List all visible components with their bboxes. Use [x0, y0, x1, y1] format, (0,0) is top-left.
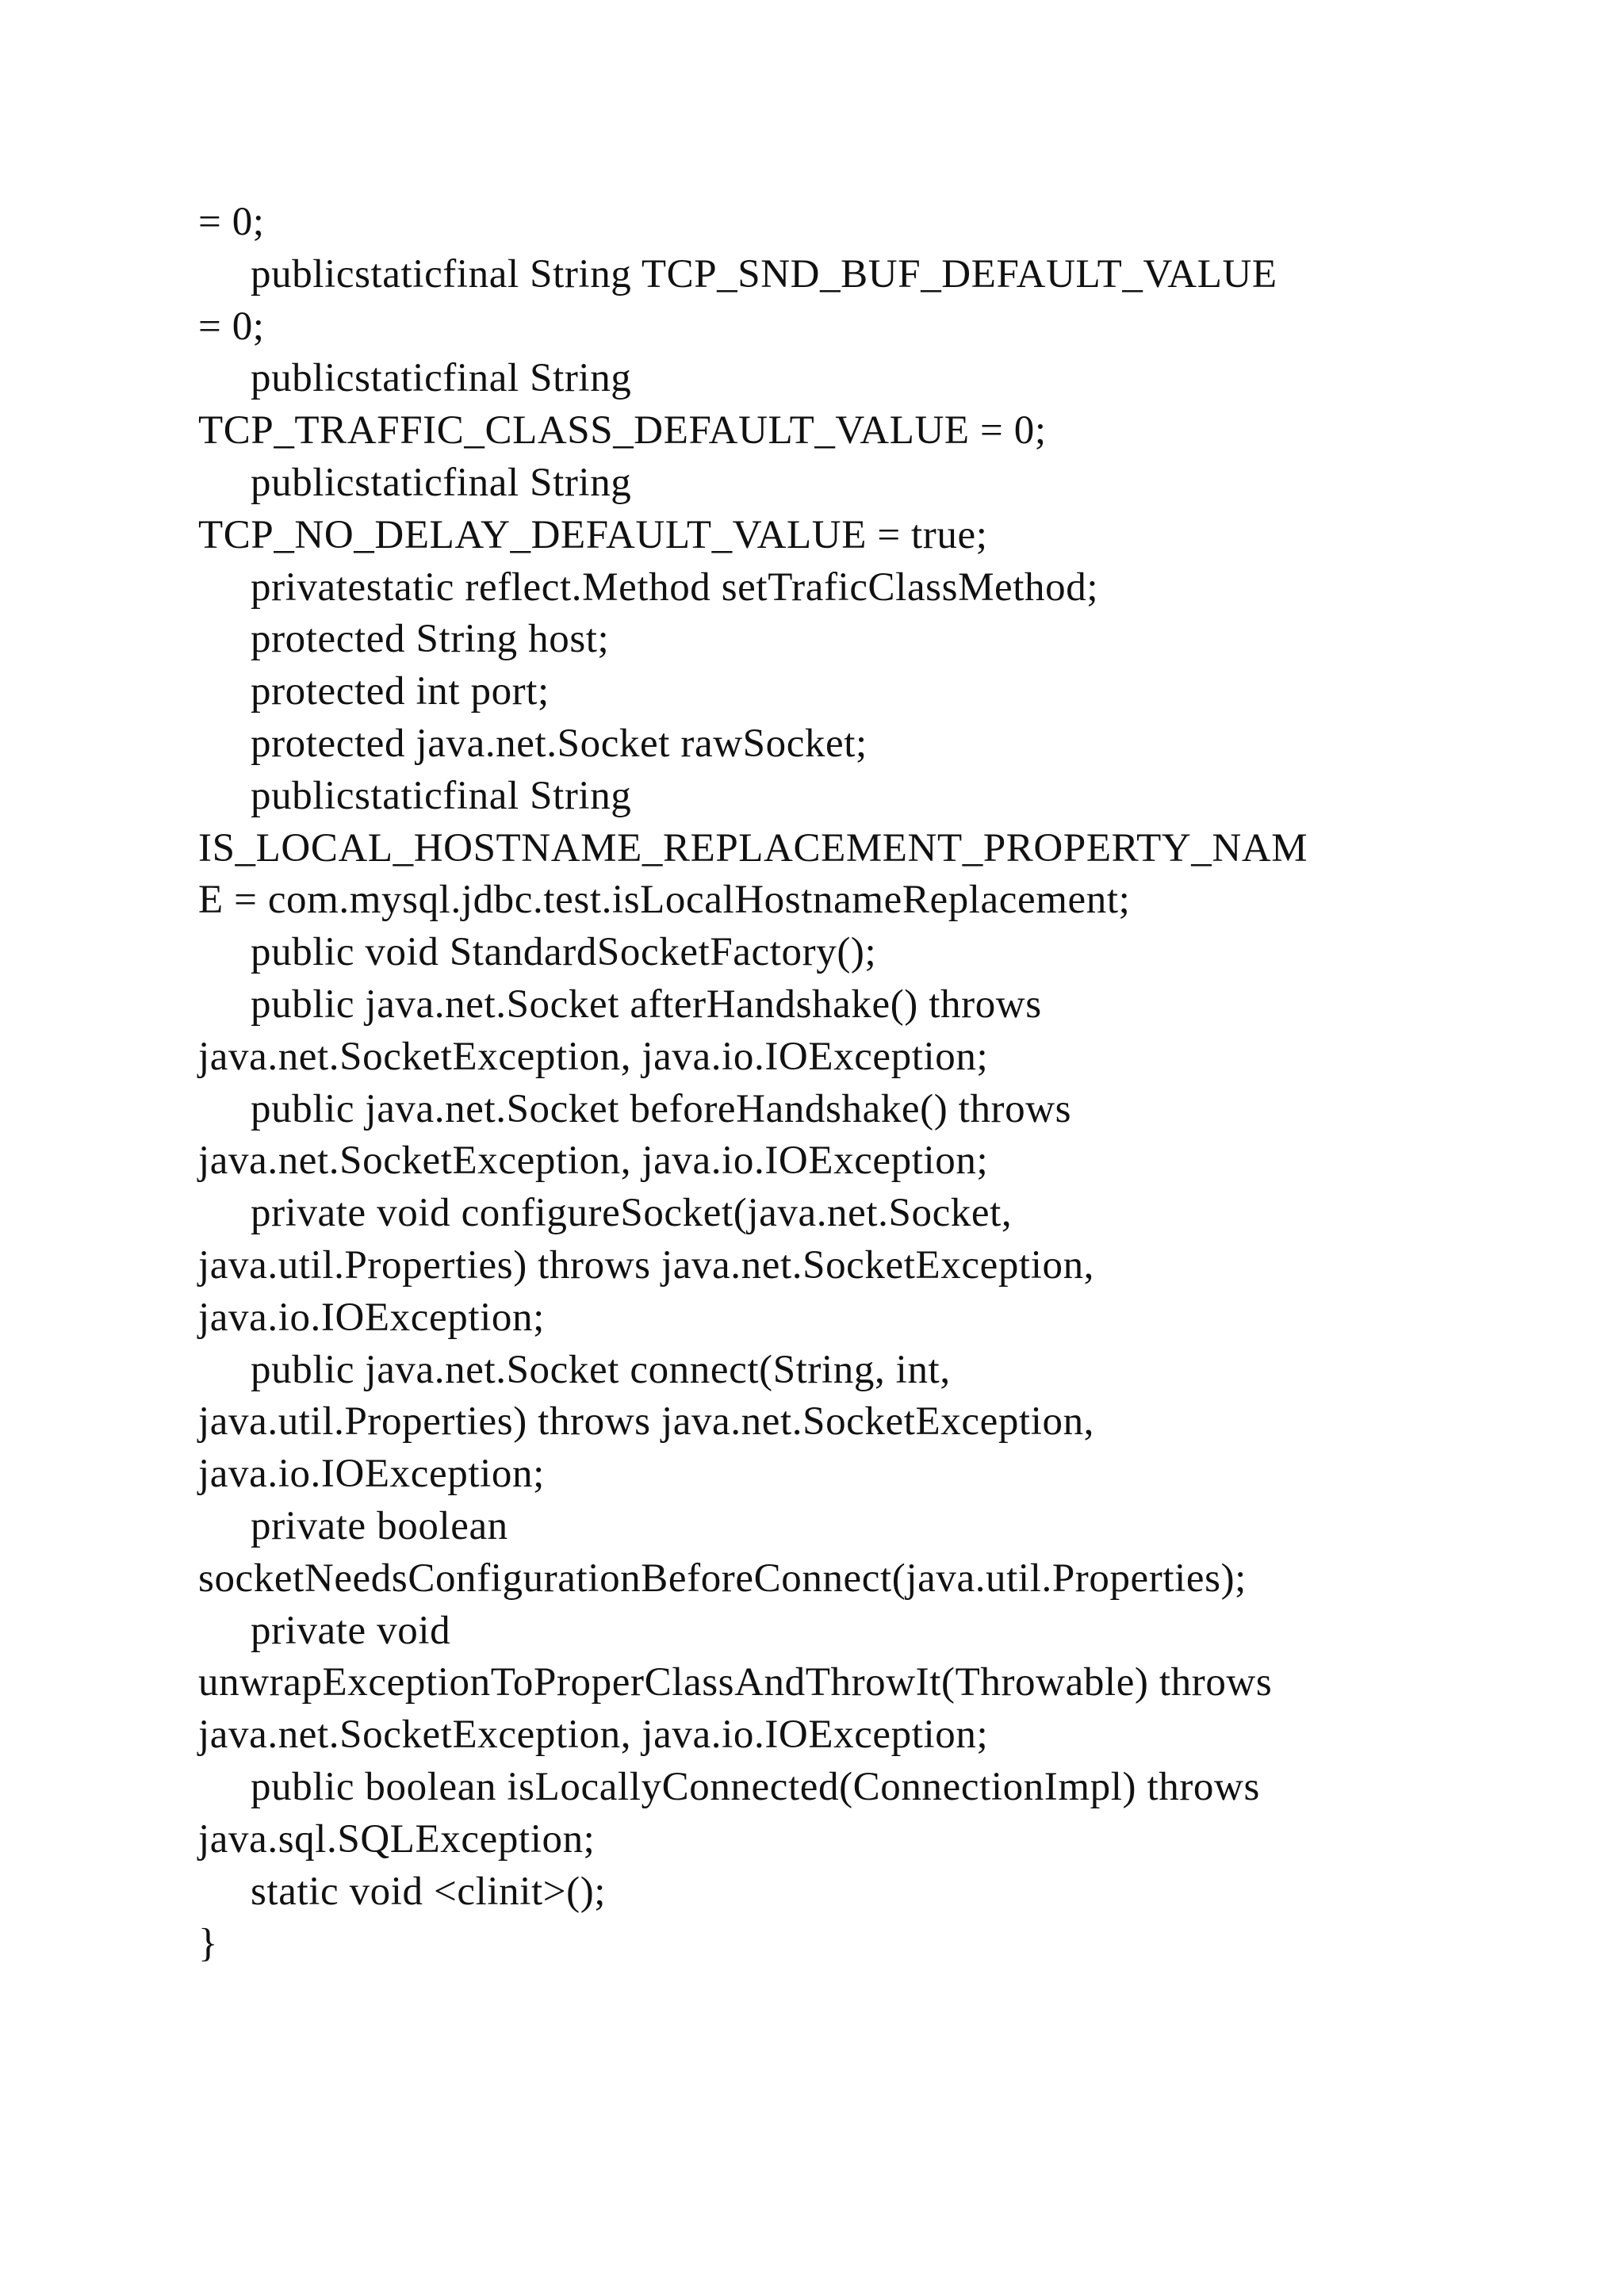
code-line: java.net.SocketException, java.io.IOException; — [198, 1138, 989, 1184]
code-line: protected String host; — [251, 617, 610, 662]
code-line: private void — [251, 1608, 451, 1653]
code-line: public java.net.Socket afterHandshake() throws — [251, 982, 1042, 1027]
code-line: } — [198, 1921, 219, 1966]
code-line: public void StandardSocketFactory(); — [251, 930, 877, 975]
code-line: static void <clinit>(); — [251, 1869, 607, 1914]
code-line: java.util.Properties) throws java.net.SocketException, — [198, 1399, 1095, 1445]
code-line: private boolean — [251, 1503, 508, 1548]
code-line: protected int port; — [251, 669, 550, 714]
code-line: publicstaticfinal String — [251, 356, 632, 401]
code-line: public java.net.Socket beforeHandshake() throws — [251, 1086, 1072, 1131]
code-line: public java.net.Socket connect(String, int, — [251, 1347, 951, 1392]
code-line: privatestatic reflect.Method setTraficClassMethod; — [251, 564, 1099, 610]
code-line: protected java.net.Socket rawSocket; — [251, 721, 868, 766]
code-line: publicstaticfinal String — [251, 460, 632, 505]
code-line: java.net.SocketException, java.io.IOException; — [198, 1712, 989, 1758]
code-line: TCP_TRAFFIC_CLASS_DEFAULT_VALUE = 0; — [198, 408, 1047, 453]
code-line: java.util.Properties) throws java.net.SocketException, — [198, 1242, 1095, 1288]
code-line: publicstaticfinal String TCP_SND_BUF_DEFAULT_VALUE — [251, 251, 1277, 297]
code-line: public boolean isLocallyConnected(ConnectionImpl) throws — [251, 1764, 1260, 1809]
code-listing — [198, 197, 1515, 1970]
code-line: publicstaticfinal String — [251, 773, 632, 818]
code-line: E = com.mysql.jdbc.test.isLocalHostnameReplacement; — [198, 878, 1131, 923]
code-line: IS_LOCAL_HOSTNAME_REPLACEMENT_PROPERTY_NAM — [198, 825, 1308, 871]
code-line: java.sql.SQLException; — [198, 1816, 596, 1862]
code-line: TCP_NO_DELAY_DEFAULT_VALUE = true; — [198, 512, 988, 557]
code-line: = 0; — [198, 304, 265, 349]
code-line: unwrapExceptionToProperClassAndThrowIt(Throwable) throws — [198, 1660, 1273, 1705]
code-line: socketNeedsConfigurationBeforeConnect(java.util.Properties); — [198, 1556, 1247, 1601]
code-line: = 0; — [198, 200, 265, 244]
code-line: java.io.IOException; — [198, 1452, 545, 1497]
code-line: java.net.SocketException, java.io.IOException; — [198, 1034, 989, 1079]
code-line: private void configureSocket(java.net.Socket, — [251, 1191, 1013, 1236]
code-line: java.io.IOException; — [198, 1295, 545, 1340]
